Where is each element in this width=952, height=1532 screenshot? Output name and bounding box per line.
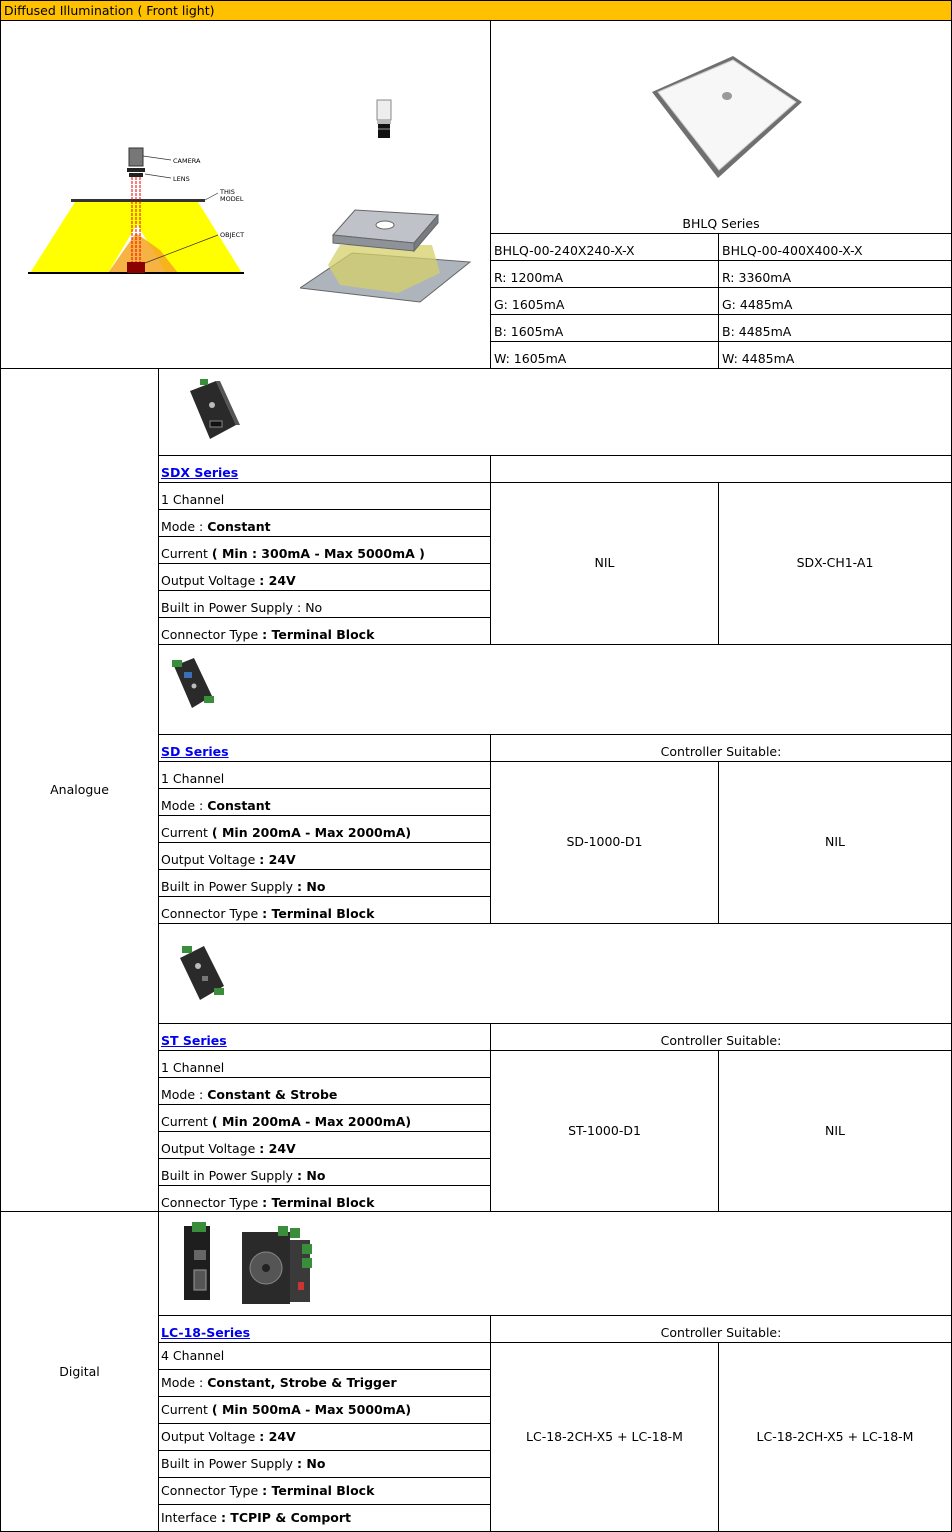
- power-label: Built in Power Supply: [161, 1168, 298, 1183]
- st-col-b: NIL: [824, 1123, 845, 1138]
- terminal-block-top: [182, 946, 192, 953]
- current-value: ( Min 200mA - Max 2000mA): [211, 1114, 412, 1129]
- sdx-controller-image: [186, 377, 240, 443]
- page-title-bar: [0, 0, 952, 21]
- group-digital: Digital: [59, 1364, 100, 1379]
- terminal-block: [302, 1258, 312, 1268]
- current-label: Current: [161, 825, 212, 840]
- lc18-interface: [161, 1504, 489, 1531]
- terminal-block-top: [172, 660, 182, 667]
- voltage-label: Output Voltage: [161, 852, 260, 867]
- current-value: ( Min : 300mA - Max 5000mA ): [211, 546, 425, 561]
- spec-b: W: 4485mA: [722, 351, 795, 366]
- power-label: Built in Power Supply: [161, 1456, 298, 1471]
- ethernet-port: [194, 1250, 206, 1260]
- lc18-mode: [161, 1369, 489, 1396]
- knob: [209, 402, 215, 408]
- current-label: Current: [161, 546, 212, 561]
- lc18-main-image: [238, 1222, 316, 1306]
- page-title: Diffused Illumination ( Front light): [4, 3, 215, 18]
- current-label: Current: [161, 1402, 212, 1417]
- display: [184, 672, 192, 678]
- camera-lens: [378, 124, 390, 138]
- st-series-link[interactable]: [161, 1027, 489, 1054]
- camera-illustration: [374, 98, 394, 142]
- connector-value: : Terminal Block: [262, 1195, 375, 1210]
- device-body: [190, 381, 236, 439]
- label-object: OBJECT: [220, 231, 245, 239]
- lighting-diagram: [28, 140, 248, 280]
- lc18-module-image: [180, 1220, 216, 1302]
- connector-value: : Terminal Block: [262, 627, 375, 642]
- mode-value: Constant, Strobe & Trigger: [207, 1375, 397, 1390]
- terminal-block: [302, 1244, 312, 1254]
- sdx-power: Built in Power Supply : No: [161, 600, 323, 615]
- interface-label: Interface: [161, 1510, 221, 1525]
- current-value: ( Min 200mA - Max 2000mA): [211, 825, 412, 840]
- sd-current: [161, 819, 489, 846]
- connector-value: : Terminal Block: [262, 1483, 375, 1498]
- sd-voltage: [161, 846, 489, 873]
- sd-series-link[interactable]: [161, 738, 489, 765]
- mode-value: Constant: [207, 519, 271, 534]
- divider: [159, 455, 952, 456]
- power-switch: [298, 1282, 304, 1290]
- center-hole: [376, 221, 394, 229]
- lens-ring: [127, 168, 145, 172]
- object-block: [127, 262, 145, 273]
- divider: [158, 369, 159, 1532]
- connector-label: Connector Type: [161, 627, 263, 642]
- divider: [159, 734, 952, 735]
- label-lens: LENS: [173, 175, 190, 183]
- spec-b: R: 3360mA: [722, 270, 792, 285]
- leader-line: [145, 174, 171, 178]
- terminal-block: [278, 1226, 288, 1236]
- terminal-block: [290, 1228, 300, 1238]
- group-analogue: Analogue: [50, 782, 109, 797]
- sdx-col-b: SDX-CH1-A1: [796, 555, 874, 570]
- sd-col-b: NIL: [824, 834, 845, 849]
- spec-a: B: 1605mA: [494, 324, 564, 339]
- voltage-value: : 24V: [259, 573, 296, 588]
- voltage-label: Output Voltage: [161, 1141, 260, 1156]
- panel-hole: [722, 92, 732, 100]
- diffuser-plate: [71, 199, 205, 202]
- st-series-label[interactable]: ST Series: [161, 1033, 227, 1048]
- voltage-value: : 24V: [259, 1141, 296, 1156]
- camera-body: [129, 148, 143, 166]
- sdx-channel: 1 Channel: [161, 492, 225, 507]
- sdx-connector: [161, 621, 489, 648]
- voltage-value: : 24V: [259, 1429, 296, 1444]
- terminal-block-bottom: [214, 988, 224, 995]
- model-b: BHLQ-00-400X400-X-X: [722, 243, 863, 258]
- sd-col-a: SD-1000-D1: [566, 834, 643, 849]
- switch: [202, 976, 208, 981]
- lc18-col-a: LC-18-2CH-X5 + LC-18-M: [526, 1429, 683, 1444]
- mode-label: Mode :: [161, 519, 208, 534]
- connector-label: Connector Type: [161, 1195, 263, 1210]
- sdx-voltage: [161, 567, 489, 594]
- lens-ring: [129, 173, 143, 177]
- sd-series-label[interactable]: SD Series: [161, 744, 229, 759]
- sd-mode: [161, 792, 489, 819]
- sdx-series-link[interactable]: [161, 459, 489, 486]
- spec-a: G: 1605mA: [494, 297, 565, 312]
- power-label: Built in Power Supply: [161, 879, 298, 894]
- mode-label: Mode :: [161, 1375, 208, 1390]
- lc18-voltage: [161, 1423, 489, 1450]
- st-current: [161, 1108, 489, 1135]
- power-value: : No: [297, 879, 326, 894]
- sd-suitable-label: Controller Suitable:: [660, 744, 782, 759]
- spec-b: G: 4485mA: [722, 297, 793, 312]
- power-value: : No: [297, 1456, 326, 1471]
- bhlq-product-image: [648, 54, 806, 182]
- mode-label: Mode :: [161, 798, 208, 813]
- lc18-current: [161, 1396, 489, 1423]
- light-render-3d: [300, 205, 472, 305]
- knob: [195, 963, 201, 969]
- interface-value: : TCPIP & Comport: [220, 1510, 352, 1525]
- sdx-col-a: NIL: [594, 555, 615, 570]
- sd-power: [161, 873, 489, 900]
- divider: [159, 1023, 952, 1024]
- power-value: : No: [297, 1168, 326, 1183]
- label-camera: CAMERA: [173, 157, 201, 165]
- current-value: ( Min 500mA - Max 5000mA): [211, 1402, 412, 1417]
- lc18-series-label[interactable]: LC-18-Series: [161, 1325, 251, 1340]
- terminal-block-bottom: [204, 696, 214, 703]
- sd-connector: [161, 900, 489, 927]
- lc18-col-b: LC-18-2CH-X5 + LC-18-M: [756, 1429, 914, 1444]
- product-series-name: BHLQ Series: [682, 216, 760, 231]
- camera-body: [377, 100, 391, 120]
- st-controller-image: [176, 942, 228, 1004]
- lc18-channel: 4 Channel: [161, 1348, 225, 1363]
- lens-ring: [378, 128, 390, 130]
- st-channel: 1 Channel: [161, 1060, 225, 1075]
- st-mode: [161, 1081, 489, 1108]
- connector-label: Connector Type: [161, 906, 263, 921]
- model-a: BHLQ-00-240X240-X-X: [494, 243, 635, 258]
- divider: [159, 1315, 952, 1316]
- voltage-label: Output Voltage: [161, 1429, 260, 1444]
- mode-value: Constant & Strobe: [207, 1087, 338, 1102]
- fan-hub: [262, 1264, 270, 1272]
- spec-a: W: 1605mA: [494, 351, 567, 366]
- sdx-current: [161, 540, 489, 567]
- connector-label: Connector Type: [161, 1483, 263, 1498]
- lc18-suitable-label: Controller Suitable:: [660, 1325, 782, 1340]
- knob: [192, 684, 197, 689]
- divider: [718, 233, 719, 369]
- st-power: [161, 1162, 489, 1189]
- sd-controller-image: [170, 656, 216, 712]
- serial-port: [194, 1270, 206, 1290]
- mode-value: Constant: [207, 798, 271, 813]
- terminal-block: [192, 1222, 206, 1232]
- sd-channel: 1 Channel: [161, 771, 225, 786]
- leader-line: [143, 156, 171, 160]
- label-model: MODEL: [220, 195, 244, 203]
- spec-b: B: 4485mA: [722, 324, 792, 339]
- voltage-value: : 24V: [259, 852, 296, 867]
- mode-label: Mode :: [161, 1087, 208, 1102]
- st-suitable-label: Controller Suitable:: [660, 1033, 782, 1048]
- leader-line: [205, 193, 218, 200]
- panel-diffuser: [658, 60, 796, 170]
- spec-a: R: 1200mA: [494, 270, 564, 285]
- sdx-mode: [161, 513, 489, 540]
- label-this: THIS: [220, 188, 235, 196]
- lc18-connector: [161, 1477, 489, 1504]
- voltage-label: Output Voltage: [161, 573, 260, 588]
- sdx-series-label[interactable]: SDX Series: [161, 465, 239, 480]
- lc18-power: [161, 1450, 489, 1477]
- connector-value: : Terminal Block: [262, 906, 375, 921]
- terminal-block: [200, 379, 208, 385]
- current-label: Current: [161, 1114, 212, 1129]
- st-voltage: [161, 1135, 489, 1162]
- divider: [490, 20, 491, 369]
- connector: [210, 421, 222, 427]
- camera-mount: [377, 120, 391, 124]
- st-connector: [161, 1189, 489, 1216]
- st-col-a: ST-1000-D1: [568, 1123, 641, 1138]
